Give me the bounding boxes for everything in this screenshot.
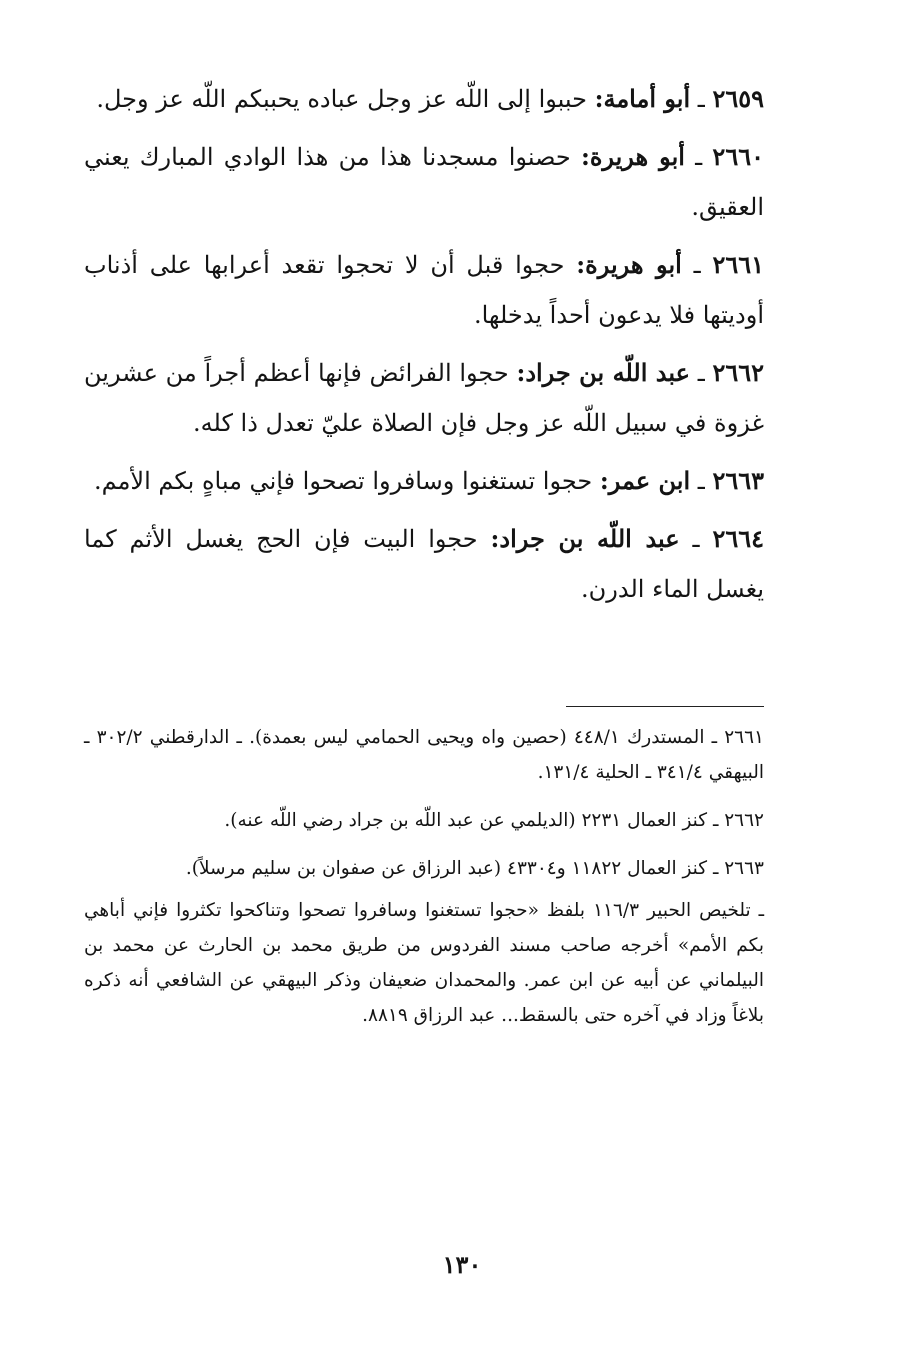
- footnotes: [84, 720, 764, 1046]
- entry-narrator: ابن عمر:: [599, 466, 691, 495]
- footnote-2663: ٢٦٦٣ ـ كنز العمال ١١٨٢٢ و٤٣٣٠٤ (عبد الرزاق عن صفوان بن سليم مرسلاً).: [185, 858, 764, 879]
- entry-number: ٢٦٦٣: [712, 466, 764, 495]
- hadith-entry-2661: [84, 240, 764, 340]
- entry-number: ٢٦٦٠: [712, 142, 764, 171]
- entry-number: ٢٦٥٩: [712, 84, 764, 113]
- page-number: ١٣٠: [442, 1250, 482, 1279]
- entry-text: حجوا البيت فإن الحج يغسل الأثم كما يغسل الماء الدرن.: [84, 525, 764, 603]
- entry-text: حجوا تستغنوا وسافروا تصحوا فإني مباهٍ بكم الأمم.: [93, 467, 593, 495]
- hadith-entry-2662: [84, 348, 764, 448]
- entry-separator: ـ: [697, 467, 705, 495]
- entry-narrator: أبو أمامة:: [594, 84, 691, 113]
- hadith-entry-2660: [84, 132, 764, 232]
- entry-narrator: أبو هريرة:: [576, 250, 682, 279]
- entry-narrator: أبو هريرة:: [580, 142, 685, 171]
- entry-text: حببوا إلى اللّه عز وجل عباده يحببكم اللّه عز وجل.: [96, 85, 587, 113]
- entry-text: حجوا الفرائض فإنها أعظم أجراً من عشرين غزوة في سبيل اللّه عز وجل فإن الصلاة عليّ تعدل ذا كله.: [84, 359, 764, 437]
- entry-separator: ـ: [697, 359, 705, 387]
- footnote-2663-continued: ـ تلخيص الحبير ١١٦/٣ بلفظ «حجوا تستغنوا وسافروا تصحوا وتناكحوا تكثروا فإني أباهي بكم الأمم» أخرجه صاحب مسند الفردوس من طريق محمد بن الحارث عن محمد بن البيلماني عن أبيه عن ابن عمر. والمحمدان ضعيفان وذكر البيهقي عن الشافعي أنه ذكره بلاغاً وزاد في آخره حتى بالسقط... عبد الرزاق ٨٨١٩.: [84, 900, 764, 1026]
- footnote-divider: [566, 706, 764, 707]
- hadith-entries: [84, 74, 764, 622]
- entry-separator: ـ: [695, 143, 703, 171]
- footnote-2662: ٢٦٦٢ ـ كنز العمال ٢٢٣١ (الديلمي عن عبد اللّه بن جراد رضي اللّه عنه).: [224, 810, 764, 831]
- hadith-entry-2659: [84, 74, 764, 124]
- footnote-2661: ٢٦٦١ ـ المستدرك ٤٤٨/١ (حصين واه ويحيى الحمامي ليس بعمدة). ـ الدارقطني ٣٠٢/٢ ـ البيهقي ٣٤١/٤ ـ الحلية ١٣١/٤.: [84, 727, 764, 783]
- hadith-entry-2664: [84, 514, 764, 614]
- entry-number: ٢٦٦٤: [712, 524, 765, 553]
- entry-narrator: عبد اللّه بن جراد:: [516, 358, 690, 387]
- entry-text: حصنوا مسجدنا هذا من هذا الوادي المبارك يعني العقيق.: [84, 143, 764, 221]
- entry-narrator: عبد اللّه بن جراد:: [490, 524, 680, 553]
- hadith-entry-2663: [84, 456, 764, 506]
- entry-number: ٢٦٦٢: [712, 358, 764, 387]
- entry-separator: ـ: [693, 251, 701, 279]
- entry-separator: ـ: [697, 85, 705, 113]
- entry-separator: ـ: [692, 525, 700, 553]
- entry-text: حجوا قبل أن لا تحجوا تقعد أعرابها على أذناب أوديتها فلا يدعون أحداً يدخلها.: [84, 251, 764, 329]
- entry-number: ٢٦٦١: [712, 250, 764, 279]
